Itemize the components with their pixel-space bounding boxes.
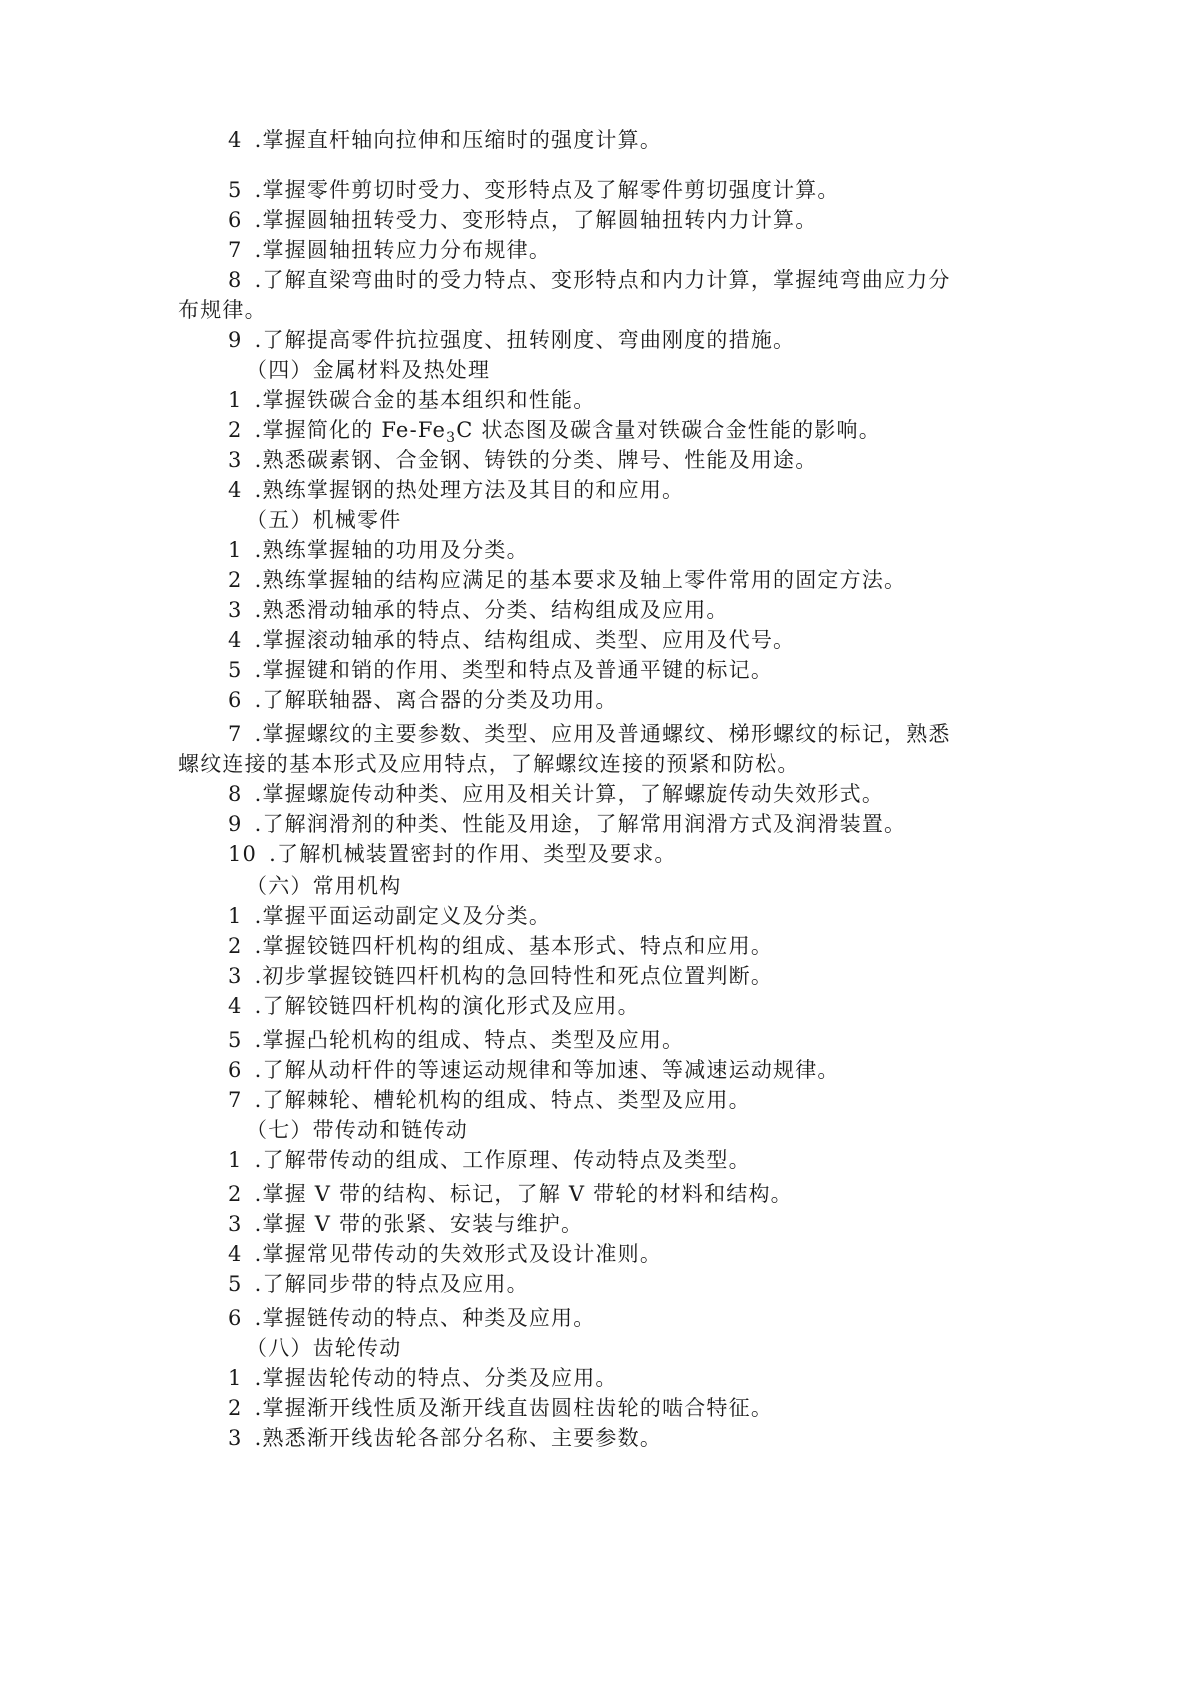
list-item [228,686,618,714]
item-number: 1 [228,904,243,928]
list-item [228,840,677,868]
item-text: .掌握铰链四杆机构的组成、基本形式、特点和应用。 [254,934,774,958]
list-item [228,720,951,748]
item-number: 2 [228,568,243,592]
list-item [228,1240,662,1268]
item-text: .掌握渐开线性质及渐开线直齿圆柱齿轮的啮合特征。 [254,1396,774,1420]
item-text: .掌握 V 带的结构、标记，了解 V 带轮的材料和结构。 [254,1182,793,1206]
item-number: 9 [228,328,243,352]
item-text: .了解联轴器、离合器的分类及功用。 [254,688,618,712]
item-text: .掌握铁碳合金的基本组织和性能。 [254,388,596,412]
list-item [228,446,817,474]
item-text: .了解同步带的特点及应用。 [254,1272,529,1296]
item-number: 8 [228,268,243,292]
item-number: 4 [228,628,243,652]
list-item [228,1394,773,1422]
item-text: .了解润滑剂的种类、性能及用途，了解常用润滑方式及润滑装置。 [254,812,907,836]
list-item [228,1056,840,1084]
item-text: .了解铰链四杆机构的演化形式及应用。 [254,994,640,1018]
item-text: .熟悉滑动轴承的特点、分类、结构组成及应用。 [254,598,729,622]
section-heading: （五）机械零件 [246,508,402,532]
item-number: 6 [228,208,243,232]
item-text: .了解从动杆件的等速运动规律和等加速、等减速运动规律。 [254,1058,840,1082]
list-item [228,810,906,838]
item-text: .掌握链传动的特点、种类及应用。 [254,1306,596,1330]
list-item [228,176,840,204]
item-number: 8 [228,782,243,806]
item-text: .了解提高零件抗拉强度、扭转刚度、弯曲刚度的措施。 [254,328,796,352]
list-item [228,992,640,1020]
item-number: 3 [228,1212,243,1236]
list-item [228,386,595,414]
item-text: .掌握圆轴扭转受力、变形特点，了解圆轴扭转内力计算。 [254,208,818,232]
item-number: 3 [228,1426,243,1450]
list-item [228,1210,583,1238]
item-number: 7 [228,238,243,262]
item-number: 4 [228,478,243,502]
item-text: .掌握常见带传动的失效形式及设计准则。 [254,1242,663,1266]
list-item [228,476,684,504]
list-item [228,566,906,594]
item-text: .了解棘轮、槽轮机构的组成、特点、类型及应用。 [254,1088,751,1112]
list-item [228,596,729,624]
item-text: .掌握直杆轴向拉伸和压缩时的强度计算。 [254,128,663,152]
item-text: .掌握滚动轴承的特点、结构组成、类型、应用及代号。 [254,628,796,652]
list-item [228,1146,751,1174]
item-number: 5 [228,1028,243,1052]
list-item [228,656,773,684]
item-number: 10 [228,842,258,866]
list-item [228,326,795,354]
list-item-continuation: 螺纹连接的基本形式及应用特点，了解螺纹连接的预紧和防松。 [178,752,800,776]
item-text-post: C 状态图及碳含量对铁碳合金性能的影响。 [456,418,881,442]
item-number: 4 [228,1242,243,1266]
list-item [228,536,529,564]
list-item [228,236,551,264]
item-text: .掌握 V 带的张紧、安装与维护。 [254,1212,584,1236]
list-item [228,1424,662,1452]
item-number: 5 [228,658,243,682]
list-item [228,266,951,294]
item-number: 2 [228,1396,243,1420]
item-text: .熟练掌握轴的结构应满足的基本要求及轴上零件常用的固定方法。 [254,568,907,592]
item-text-pre: .掌握简化的 Fe-Fe [254,418,447,442]
list-item [228,1304,595,1332]
item-text: .熟悉碳素钢、合金钢、铸铁的分类、牌号、性能及用途。 [254,448,818,472]
item-number: 3 [228,598,243,622]
list-item [228,1026,684,1054]
item-text: .初步掌握铰链四杆机构的急回特性和死点位置判断。 [254,964,774,988]
list-item-continuation: 布规律。 [178,298,267,322]
list-item [228,962,773,990]
list-item [228,902,551,930]
list-item [228,932,773,960]
item-number: 4 [228,128,243,152]
item-text: .掌握螺旋传动种类、应用及相关计算，了解螺旋传动失效形式。 [254,782,885,806]
item-text: .掌握齿轮传动的特点、分类及应用。 [254,1366,618,1390]
list-item [228,1364,618,1392]
item-number: 1 [228,388,243,412]
item-number: 2 [228,1182,243,1206]
item-text: .掌握螺纹的主要参数、类型、应用及普通螺纹、梯形螺纹的标记，熟悉 [254,722,951,746]
list-item [228,1180,793,1208]
section-heading: （八）齿轮传动 [246,1336,402,1360]
item-text: .掌握凸轮机构的组成、特点、类型及应用。 [254,1028,685,1052]
item-number: 2 [228,418,243,442]
list-item [228,1086,751,1114]
item-number: 7 [228,1088,243,1112]
section-heading: （四）金属材料及热处理 [246,358,491,382]
item-number: 7 [228,722,243,746]
item-text: .了解直梁弯曲时的受力特点、变形特点和内力计算，掌握纯弯曲应力分 [254,268,951,292]
subscript: 3 [446,430,457,446]
item-number: 5 [228,1272,243,1296]
item-number: 4 [228,994,243,1018]
item-number: 3 [228,964,243,988]
list-item [228,626,795,654]
item-number: 1 [228,538,243,562]
item-number: 6 [228,1058,243,1082]
item-text: .熟练掌握轴的功用及分类。 [254,538,529,562]
item-text: .了解带传动的组成、工作原理、传动特点及类型。 [254,1148,751,1172]
item-text: .熟悉渐开线齿轮各部分名称、主要参数。 [254,1426,663,1450]
item-text: .熟练掌握钢的热处理方法及其目的和应用。 [254,478,685,502]
item-number: 5 [228,178,243,202]
section-heading: （六）常用机构 [246,874,402,898]
list-item [228,780,884,808]
list-item [228,206,817,234]
item-text: .了解机械装置密封的作用、类型及要求。 [269,842,677,866]
item-number: 6 [228,688,243,712]
item-number: 2 [228,934,243,958]
item-number: 1 [228,1366,243,1390]
item-number: 1 [228,1148,243,1172]
item-text: .掌握零件剪切时受力、变形特点及了解零件剪切强度计算。 [254,178,840,202]
list-item [228,126,662,154]
section-heading: （七）带传动和链传动 [246,1118,468,1142]
list-item [228,1270,529,1298]
item-number: 3 [228,448,243,472]
item-text: .掌握平面运动副定义及分类。 [254,904,552,928]
item-number: 6 [228,1306,243,1330]
item-number: 9 [228,812,243,836]
item-text: .掌握键和销的作用、类型和特点及普通平键的标记。 [254,658,774,682]
item-text: .掌握圆轴扭转应力分布规律。 [254,238,552,262]
